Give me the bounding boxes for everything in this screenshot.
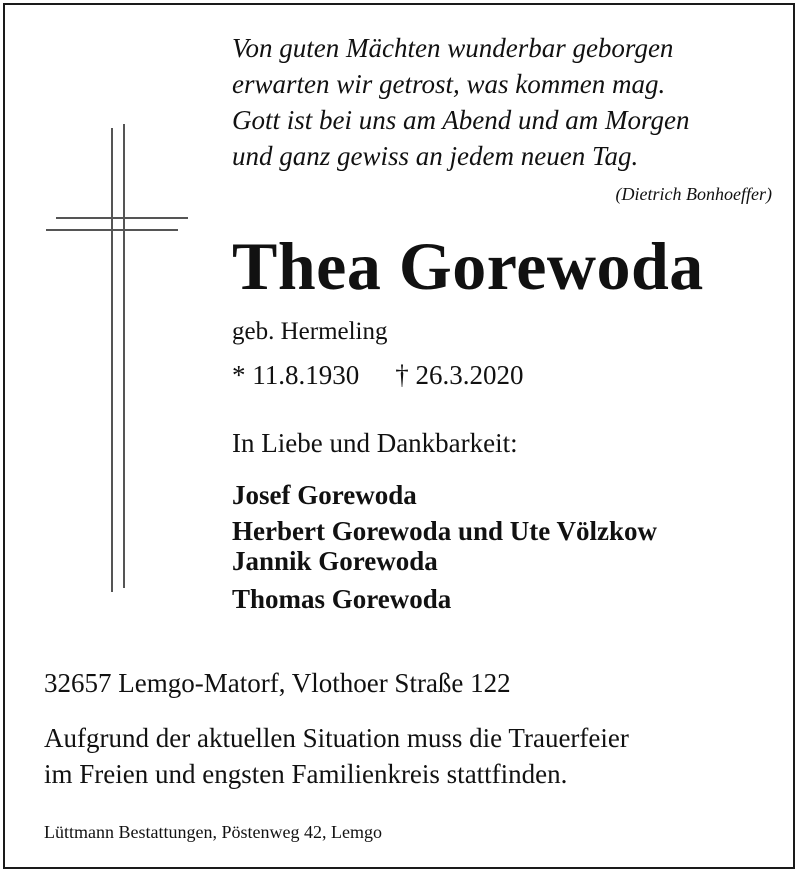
mourners-intro: In Liebe und Dankbarkeit: (232, 428, 518, 458)
mourner-name: Herbert Gorewoda und Ute Völzkow (232, 516, 657, 546)
notice (44, 720, 629, 792)
poem-author: (Dietrich Bonhoeffer) (615, 184, 772, 204)
address: 32657 Lemgo-Matorf, Vlothoer Straße 122 (44, 668, 511, 698)
birth-date: * 11.8.1930 (232, 360, 360, 390)
mourner-name: Jannik Gorewoda (232, 546, 438, 576)
mourner-name: Josef Gorewoda (232, 480, 417, 510)
notice-line: im Freien und engsten Familienkreis stattfinden. (44, 759, 568, 789)
mourner-name: Thomas Gorewoda (232, 584, 452, 614)
birth-name: geb. Hermeling (232, 318, 388, 345)
cross-icon (40, 120, 200, 600)
life-dates (232, 360, 524, 391)
undertaker: Lüttmann Bestattungen, Pöstenweg 42, Lemgo (44, 822, 382, 842)
poem-line: und ganz gewiss an jedem neuen Tag. (232, 141, 639, 171)
poem-line: erwarten wir getrost, was kommen mag. (232, 69, 666, 99)
notice-line: Aufgrund der aktuellen Situation muss die Trauerfeier (44, 723, 629, 753)
mourners-list (232, 478, 657, 616)
poem-line: Von guten Mächten wunderbar geborgen (232, 33, 674, 63)
deceased-name: Thea Gorewoda (232, 228, 704, 304)
poem (232, 30, 772, 174)
poem-line: Gott ist bei uns am Abend und am Morgen (232, 105, 690, 135)
death-date: † 26.3.2020 (395, 360, 524, 390)
